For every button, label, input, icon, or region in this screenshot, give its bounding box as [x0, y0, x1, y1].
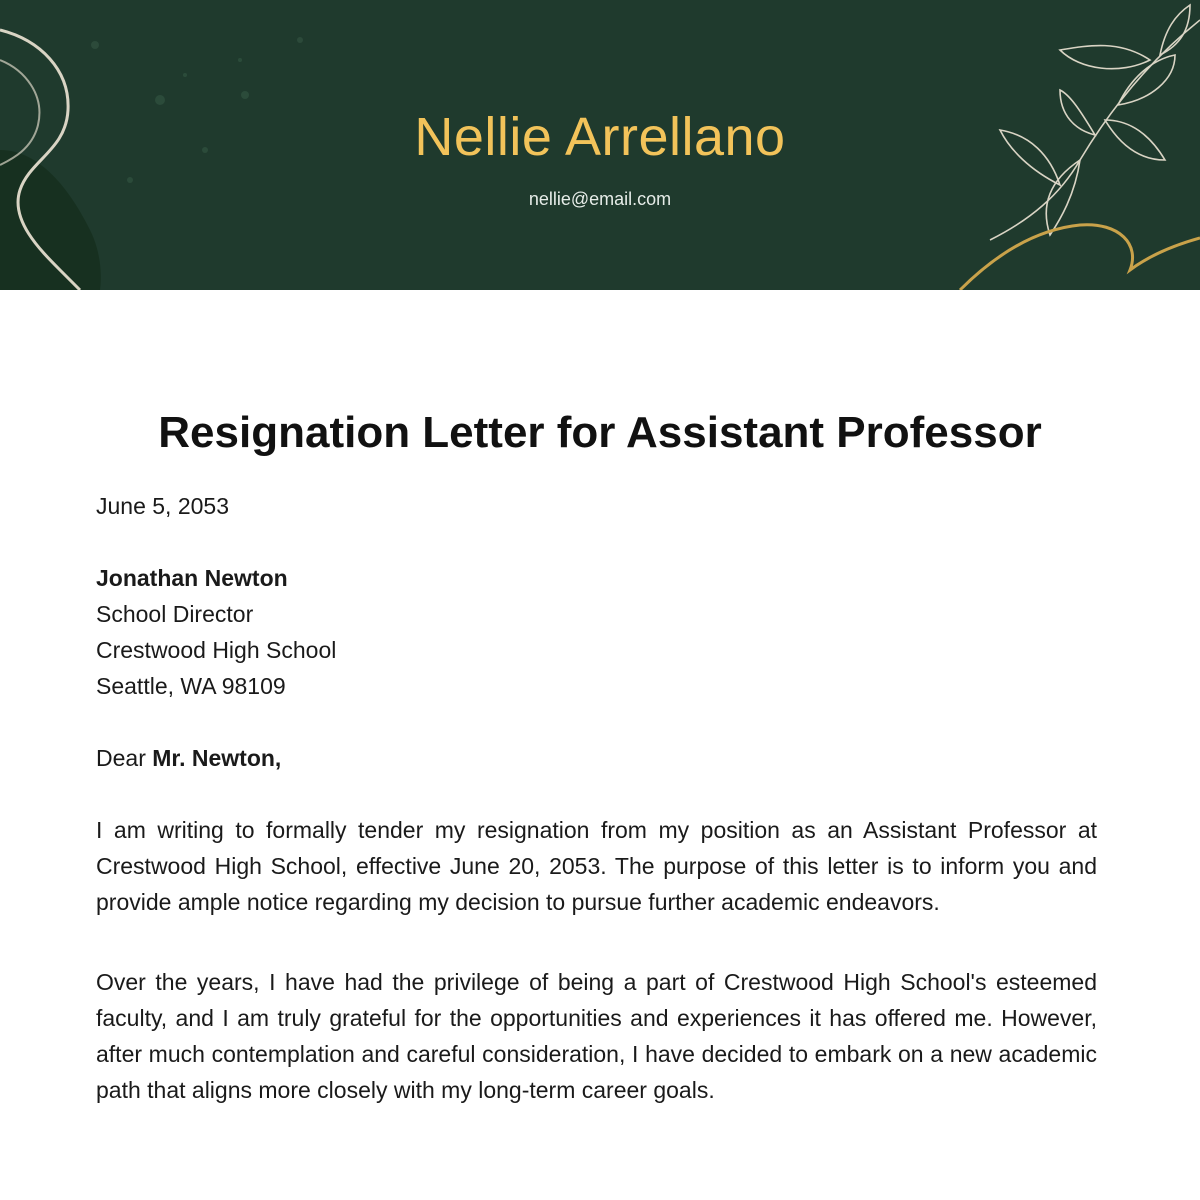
gold-swoosh — [960, 225, 1200, 290]
letterhead — [0, 0, 1200, 290]
sender-name: Nellie Arrellano — [414, 107, 786, 167]
sender-email: nellie@email.com — [528, 189, 672, 209]
letter-title: Resignation Letter for Assistant Professor — [158, 408, 1042, 457]
recipient-address: Seattle, WA 98109 — [96, 673, 286, 699]
paragraph-1: I am writing to formally tender my resignation from my position as an Assistant Professor at Crestwood High School, effective June 20, 2053. The purpose of this letter is to inform you and provide ample notice regarding my decision to pursue further academic endeavors. — [96, 817, 1097, 915]
salutation-prefix: Dear — [96, 745, 153, 771]
letter-date: June 5, 2053 — [96, 493, 230, 519]
salutation — [96, 740, 1097, 776]
recipient-block — [96, 560, 1097, 704]
salutation-name: Mr. Newton, — [152, 745, 282, 771]
recipient-school: Crestwood High School — [96, 637, 337, 663]
paragraph-2: Over the years, I have had the privilege of being a part of Crestwood High School's esteemed faculty, and I am truly grateful for the opportunities and experiences it has offered me. However, after much contemplation and careful consideration, I have decided to embark on a new academic path that aligns more closely with my long-term career goals. — [96, 969, 1097, 1103]
left-shape — [0, 150, 101, 290]
recipient-name: Jonathan Newton — [96, 565, 288, 591]
recipient-position: School Director — [96, 601, 254, 627]
